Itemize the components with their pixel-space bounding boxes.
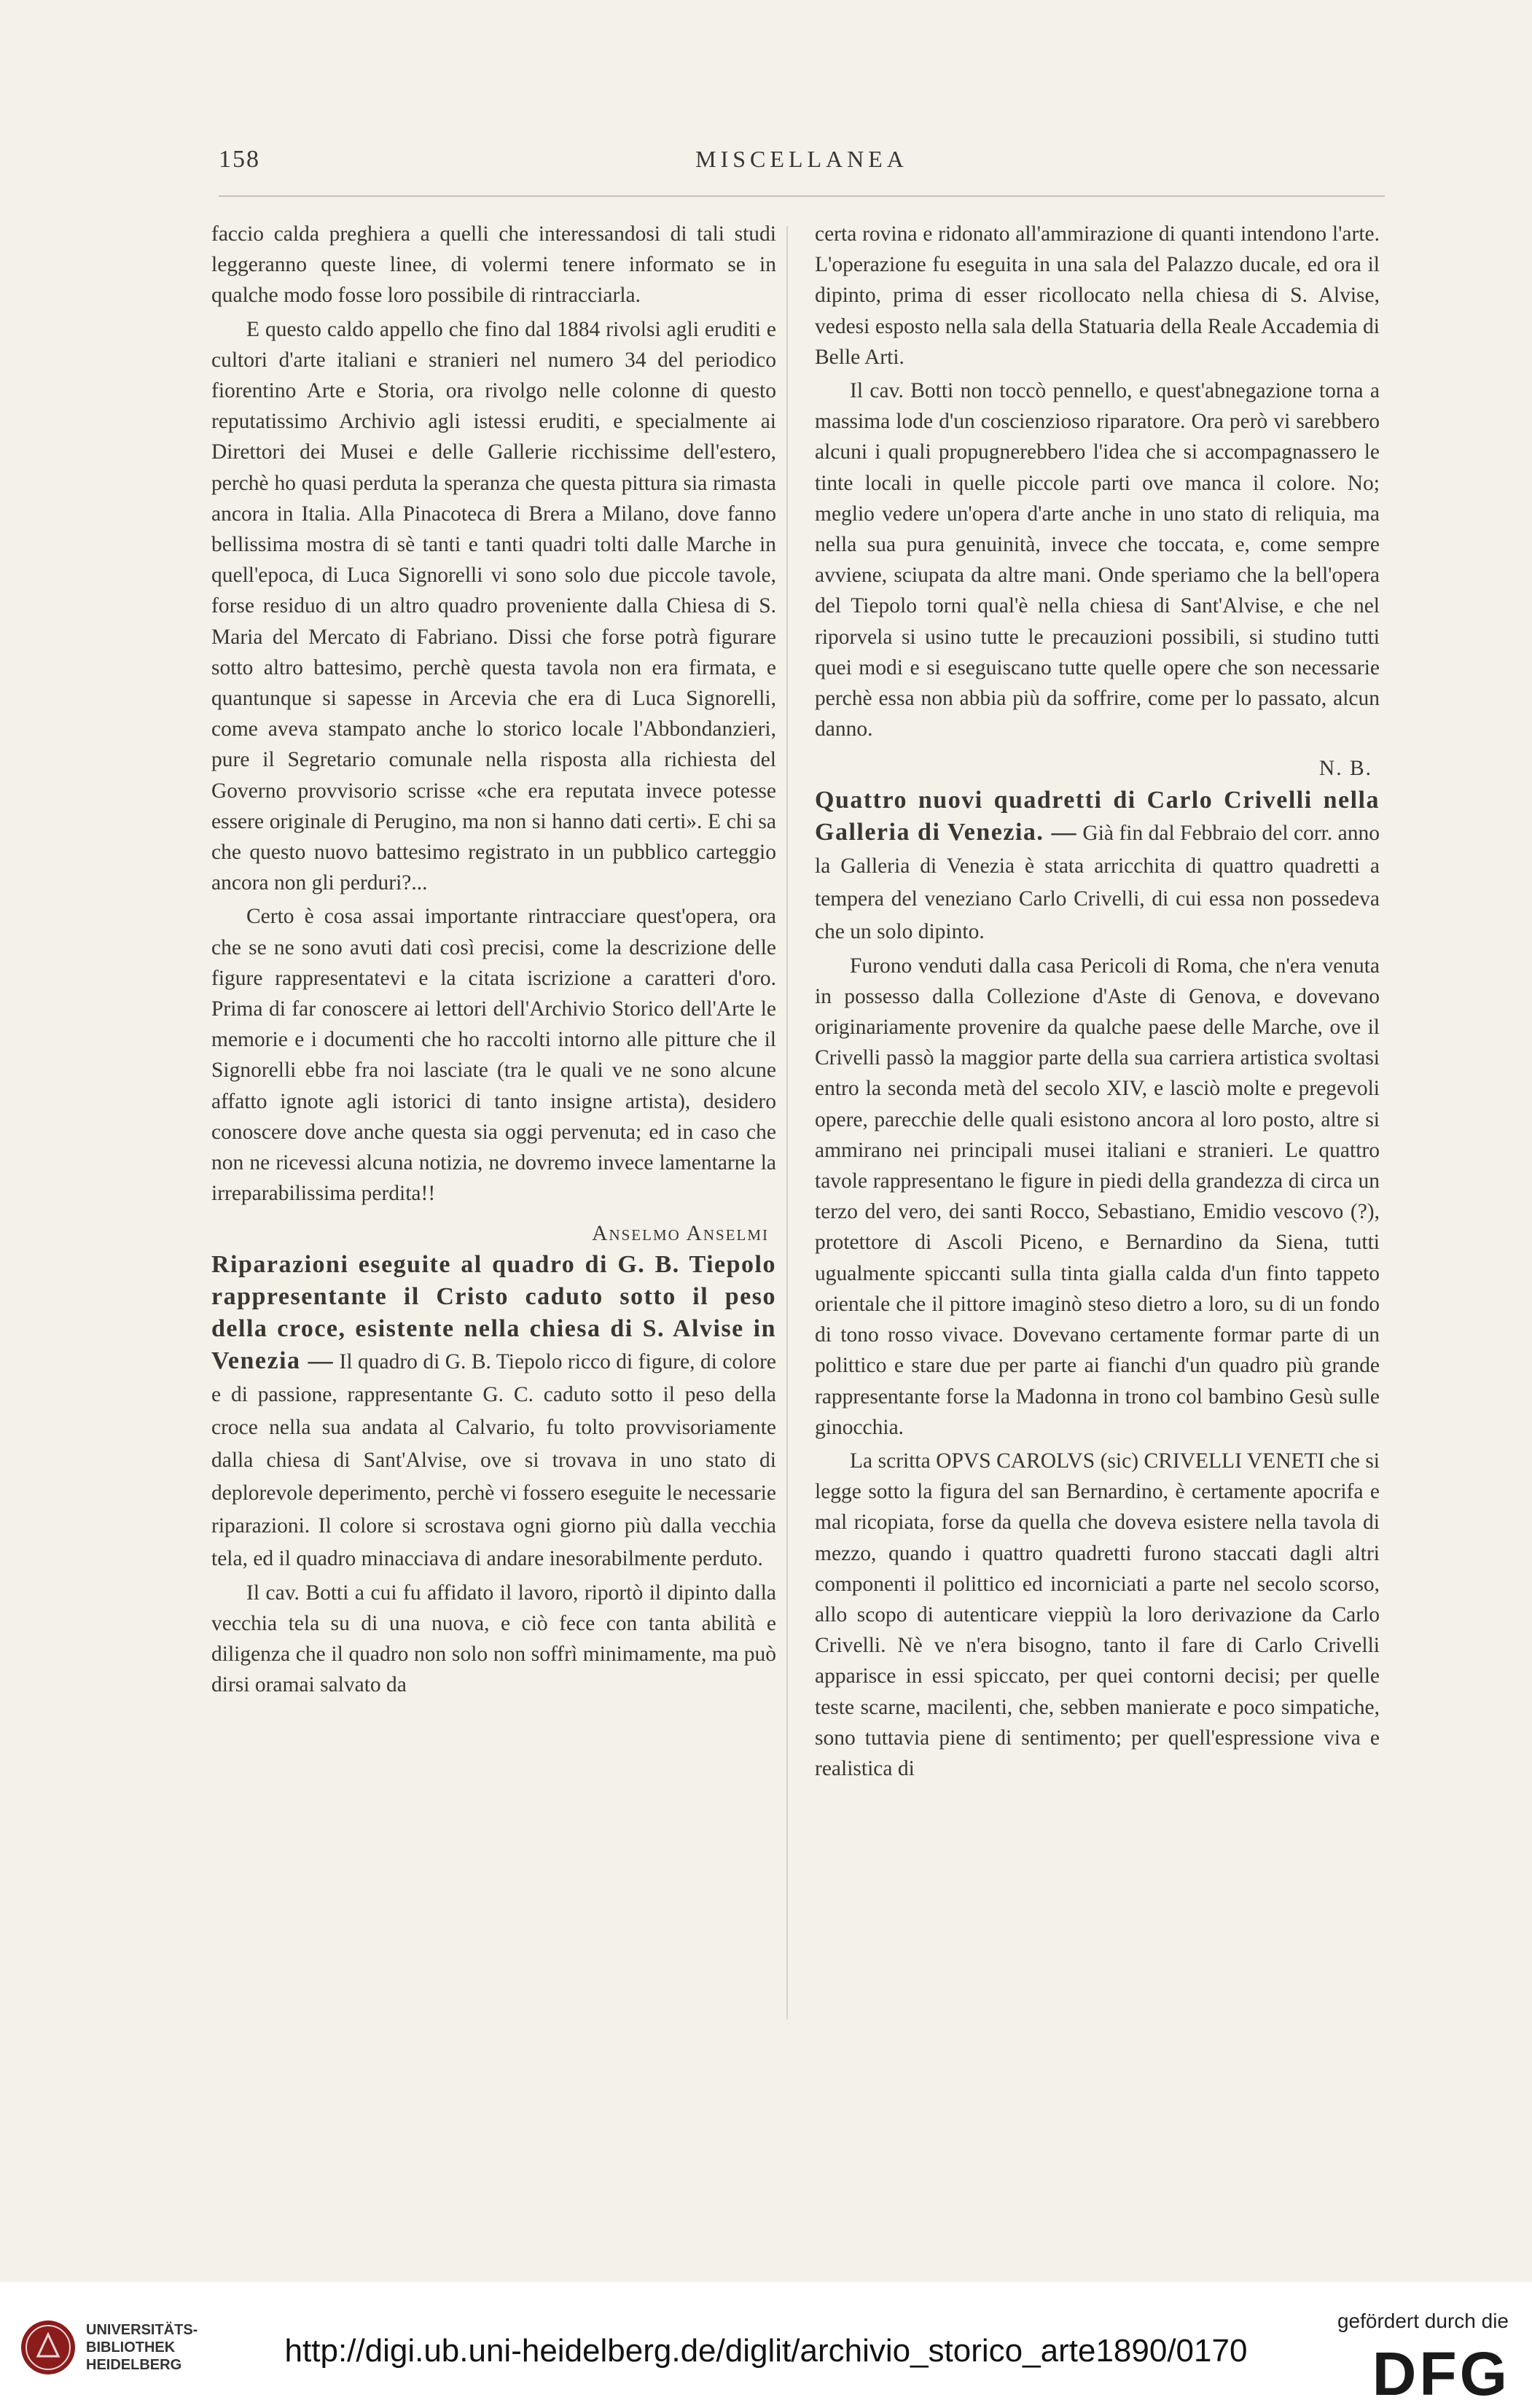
digitization-footer bbox=[0, 2282, 1532, 2408]
university-line: HEIDELBERG bbox=[86, 2357, 182, 2373]
dfg-logo: DFG bbox=[1372, 2339, 1510, 2408]
article-lead: Il quadro di G. B. Tiepolo ricco di figure, di colore e di passione, rappresentante G. C. caduto sotto il peso della croce nella sua andata al Calvario, fu tolto provvisoriamente dalla chiesa di Sant'Alvise, ove si trovava in uno stato di deplorevole deperimento, perchè vi fossero eseguite le necessarie riparazioni. Il colore si scrostava ogni giorno più dalla vecchia tela, ed il quadro minacciava di andare inesorabilmente perduto. bbox=[211, 1349, 777, 1570]
left-column bbox=[211, 219, 776, 1701]
author-signature: Anselmo Anselmi bbox=[592, 1221, 769, 1245]
paragraph: E questo caldo appello che fino dal 1884 rivolsi agli eruditi e cultori d'arte italiani e stranieri nel numero 34 del periodico fiorentino Arte e Storia, ora rivolgo nelle colonne di questo reputatissimo Archivio agli istessi eruditi, e specialmente ai Direttori dei Musei e delle Gallerie ricchissime dell'estero, perchè ho quasi perduta la speranza che questa pittura sia rimasta ancora in Italia. Alla Pinacoteca di Brera a Milano, dove fanno bellissima mostra di sè tanti e tanti quadri tolti dalle Marche in quell'epoca, di Luca Signorelli vi sono solo due piccole tavole, forse residuo di un altro quadro proveniente dalla Chiesa di S. Maria del Mercato di Fabriano. Dissi che forse potrà figurare sotto altro battesimo, perchè questa tavola non era firmata, e quantunque si sapesse in Arcevia che era di Luca Signorelli, come aveva stampato anche lo storico locale l'Abbondanzieri, pure il Segretario comunale nella risposta alla richiesta del Governo provvisorio scrisse «che era reputata invece potesse essere originale di Perugino, ma non si hanno dati certi». E chi sa che questo nuovo battesimo registrato in un pubblico carteggio ancora non gli perduri?... bbox=[211, 317, 776, 895]
university-line: BIBLIOTHEK bbox=[86, 2339, 176, 2356]
article-title: Quattro nuovi quadretti di Carlo Crivelli nella Galleria di Venezia. — bbox=[815, 786, 1380, 846]
paragraph: Il cav. Botti non toccò pennello, e quest'abnegazione torna a massima lode d'un coscienzioso riparatore. Ora però vi sarebbero alcuni i quali propugnerebbero l'idea che si accompagnassero le tinte locali in quelle piccole parti ove manca il colore. No; meglio vedere un'opera d'arte anche in uno stato di reliquia, ma nella sua pura genuinità, invece che toccata, e, come sempre avviene, sciupata da altre mani. Onde speriamo che la bell'opera del Tiepolo torni qual'è nella chiesa di Sant'Alvise, e che nel riporvela si usino tutte le precauzioni possibili, si studino tutti quei modi e si eseguiscano tutte quelle opere che son necessarie perchè essa non abbia più da soffrire, come per lo passato, alcun danno. bbox=[815, 379, 1380, 741]
article-lead: Già fin dal Febbraio del corr. anno la Galleria di Venezia è stata arricchita di quattro quadretti a tempera del veneziano Carlo Crivelli, di cui essa non possedeva che un solo dipinto. bbox=[815, 821, 1380, 943]
page-number: 158 bbox=[219, 146, 260, 173]
paragraph: Furono venduti dalla casa Pericoli di Roma, che n'era venuta in possesso dalla Collezione d'Aste di Genova, e dovevano originariamente provenire da qualche paese delle Marche, ove il Crivelli passò la maggior parte della sua carriera artistica svoltasi entro la seconda metà del secolo XIV, e lasciò molte e pregevoli opere, parecchie delle quali esistono ancora al loro posto, altre si ammirano nei principali musei italiani e stranieri. Le quattro tavole rappresentano le figure in piedi della grandezza di circa un terzo del vero, dei santi Rocco, Sebastiano, Emidio vescovo (?), protettore di Ascoli Piceno, e Bernardino da Siena, tutti ugualmente spiccanti sulla tinta gialla calda d'un finto tappeto orientale che il pittore imaginò steso dietro a loro, su di un fondo di tono rosso vivace. Dovevano certamente formar parte di un polittico e stare due per parte ai fianchi d'un quadro più grande rappresentante forse la Madonna in trono col bambino Gesù sulle ginocchia. bbox=[815, 954, 1380, 1439]
header-rule bbox=[219, 195, 1385, 197]
paragraph: Il cav. Botti a cui fu affidato il lavoro, riportò il dipinto dalla vecchia tela su di una nuova, e ciò fece con tanta abilità e diligenza che il quadro non solo non soffrì minimamente, ma può dirsi oramai salvato da bbox=[211, 1581, 776, 1697]
running-head: MISCELLANEA bbox=[695, 146, 908, 172]
author-signature: N. B. bbox=[1318, 757, 1372, 781]
right-column bbox=[815, 219, 1380, 1784]
university-line: UNIVERSITÄTS- bbox=[86, 2322, 198, 2338]
paragraph: La scritta OPVS CAROLVS (sic) CRIVELLI VENETI che si legge sotto la figura del san Bernardino, è certamente apocrifa e mal ricopiata, forse da quella che doveva esistere nella tavola di mezzo, quando i quattro quadretti furono staccati dagli altri componenti il polittico ed incorniciati a parte nel secolo scorso, allo scopo di autenticare vieppiù la loro derivazione da Carlo Crivelli. Nè ve n'era bisogno, tanto il fare di Carlo Crivelli apparisce in essi spiccato, per quei contorni decisi; per quelle teste scarne, macilenti, che, sebben manierate e poco simpatiche, sono tuttavia piene di sentimento; per quell'espressione viva e realistica di bbox=[815, 1449, 1380, 1780]
article-heading bbox=[211, 1249, 776, 1575]
page-header bbox=[219, 146, 1385, 182]
funded-by-label: gefördert durch die bbox=[1337, 2310, 1509, 2332]
column-divider bbox=[786, 226, 788, 2019]
article-title: Riparazioni eseguite al quadro di G. B. Tiepolo rappresentante il Cristo caduto sotto il peso della croce, esistente nella chiesa di S. Alvise in Venezia — bbox=[211, 1250, 776, 1374]
source-url-link[interactable]: http://digi.ub.uni-heidelberg.de/diglit/archivio_storico_arte1890/0170 bbox=[284, 2333, 1248, 2369]
paragraph: Certo è cosa assai importante rintracciare quest'opera, ora che se ne sono avuti dati così precisi, come la descrizione delle figure rappresentatevi e la citata iscrizione a caratteri d'oro. Prima di far conoscere ai lettori dell'Archivio Storico dell'Arte le memorie e i documenti che ho raccolti intorno alle pitture che il Signorelli ebbe fra noi lasciate (tra le quali ve ne sono alcune affatto ignote agli istorici di tanto insigne artista), desidero conoscere dove anche questa sia oggi pervenuta; ed in caso che non ne ricevessi alcuna notizia, ne dovremo invece lamentarne la irreparabilissima perdita!! bbox=[211, 905, 776, 1206]
paragraph: faccio calda preghiera a quelli che interessandosi di tali studi leggeranno queste linee, di volermi tenere informato se in qualche modo fosse loro possibile di rintracciarla. bbox=[211, 222, 776, 308]
paragraph: certa rovina e ridonato all'ammirazione di quanti intendono l'arte. L'operazione fu eseguita in una sala del Palazzo ducale, ed ora il dipinto, prima di esser ricollocato nella chiesa di S. Alvise, vedesi esposto nella sala della Statuaria della Reale Accademia di Belle Arti. bbox=[815, 222, 1380, 369]
article-heading bbox=[815, 784, 1380, 948]
